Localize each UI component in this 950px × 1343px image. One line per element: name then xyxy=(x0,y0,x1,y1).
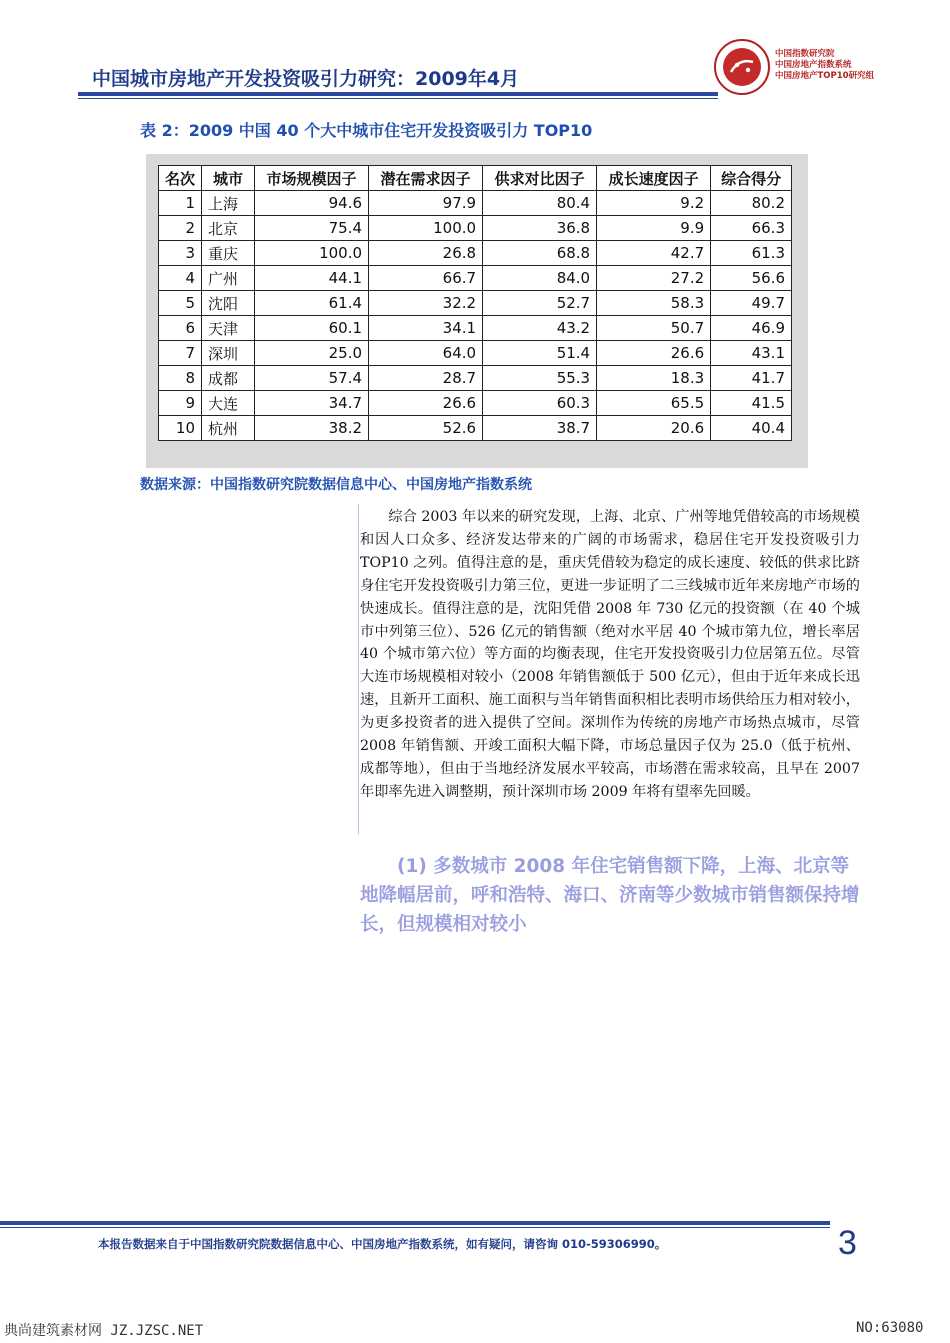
table-row xyxy=(159,416,792,441)
cell-rank: 8 xyxy=(159,366,202,391)
cell-total-score: 66.3 xyxy=(711,216,792,241)
cell-city: 大连 xyxy=(202,391,255,416)
cell-potential-demand: 52.6 xyxy=(369,416,483,441)
table-row xyxy=(159,341,792,366)
col-header-total-score: 综合得分 xyxy=(711,166,792,191)
footer-note: 本报告数据来自于中国指数研究院数据信息中心、中国房地产指数系统，如有疑问，请咨询 010-59306990。 xyxy=(98,1237,667,1251)
cell-rank: 3 xyxy=(159,241,202,266)
cell-city: 重庆 xyxy=(202,241,255,266)
cell-supply-demand: 80.4 xyxy=(483,191,597,216)
cell-market-size: 34.7 xyxy=(255,391,369,416)
cell-potential-demand: 32.2 xyxy=(369,291,483,316)
footer-rule-thin xyxy=(0,1227,830,1228)
cell-city: 天津 xyxy=(202,316,255,341)
cell-rank: 1 xyxy=(159,191,202,216)
cell-market-size: 57.4 xyxy=(255,366,369,391)
table-row xyxy=(159,316,792,341)
table-caption: 表 2：2009 中国 40 个大中城市住宅开发投资吸引力 TOP10 xyxy=(140,121,593,140)
table-row xyxy=(159,241,792,266)
col-header-supply-demand: 供求对比因子 xyxy=(483,166,597,191)
china-index-academy-logo-icon xyxy=(713,38,771,96)
cell-total-score: 80.2 xyxy=(711,191,792,216)
cell-market-size: 60.1 xyxy=(255,316,369,341)
cell-total-score: 41.5 xyxy=(711,391,792,416)
logo-line: 中国房地产TOP10研究组 xyxy=(775,71,875,81)
section-subheading: (1) 多数城市 2008 年住宅销售额下降，上海、北京等地降幅居前，呼和浩特、海口、济南等少数城市销售额保持增长，但规模相对较小 xyxy=(360,856,860,935)
cell-total-score: 61.3 xyxy=(711,241,792,266)
cell-potential-demand: 28.7 xyxy=(369,366,483,391)
cell-total-score: 56.6 xyxy=(711,266,792,291)
page-header-title: 中国城市房地产开发投资吸引力研究：2009年4月 xyxy=(92,68,520,90)
cell-potential-demand: 97.9 xyxy=(369,191,483,216)
col-header-potential-demand: 潜在需求因子 xyxy=(369,166,483,191)
table-row xyxy=(159,391,792,416)
cell-supply-demand: 55.3 xyxy=(483,366,597,391)
cell-supply-demand: 60.3 xyxy=(483,391,597,416)
cell-city: 广州 xyxy=(202,266,255,291)
cell-growth-speed: 9.9 xyxy=(597,216,711,241)
logo-line: 中国房地产指数系统 xyxy=(775,60,852,70)
cell-supply-demand: 38.7 xyxy=(483,416,597,441)
cell-market-size: 25.0 xyxy=(255,341,369,366)
cell-growth-speed: 26.6 xyxy=(597,341,711,366)
table-row xyxy=(159,216,792,241)
table-row xyxy=(159,366,792,391)
header-rule-thin xyxy=(78,98,718,99)
cell-market-size: 75.4 xyxy=(255,216,369,241)
cell-potential-demand: 100.0 xyxy=(369,216,483,241)
cell-growth-speed: 9.2 xyxy=(597,191,711,216)
logo-line: 中国指数研究院 xyxy=(775,49,835,59)
cell-growth-speed: 42.7 xyxy=(597,241,711,266)
cell-potential-demand: 26.6 xyxy=(369,391,483,416)
cell-potential-demand: 26.8 xyxy=(369,241,483,266)
watermark-left: 典尚建筑素材网 JZ.JZSC.NET xyxy=(4,1323,204,1339)
cell-rank: 4 xyxy=(159,266,202,291)
cell-rank: 10 xyxy=(159,416,202,441)
table-header-row xyxy=(159,166,792,191)
cell-rank: 2 xyxy=(159,216,202,241)
cell-growth-speed: 20.6 xyxy=(597,416,711,441)
cell-growth-speed: 27.2 xyxy=(597,266,711,291)
cell-city: 深圳 xyxy=(202,341,255,366)
cell-total-score: 40.4 xyxy=(711,416,792,441)
cell-market-size: 61.4 xyxy=(255,291,369,316)
cell-rank: 9 xyxy=(159,391,202,416)
cell-supply-demand: 43.2 xyxy=(483,316,597,341)
cell-city: 北京 xyxy=(202,216,255,241)
cell-supply-demand: 68.8 xyxy=(483,241,597,266)
col-header-growth-speed: 成长速度因子 xyxy=(597,166,711,191)
col-header-market-size: 市场规模因子 xyxy=(255,166,369,191)
table-row xyxy=(159,291,792,316)
cell-rank: 6 xyxy=(159,316,202,341)
cell-market-size: 44.1 xyxy=(255,266,369,291)
header-rule xyxy=(78,92,718,96)
logo-text-block xyxy=(775,49,874,82)
cell-city: 上海 xyxy=(202,191,255,216)
cell-total-score: 46.9 xyxy=(711,316,792,341)
cell-total-score: 43.1 xyxy=(711,341,792,366)
cell-potential-demand: 34.1 xyxy=(369,316,483,341)
page-number: 3 xyxy=(838,1224,857,1262)
cell-total-score: 41.7 xyxy=(711,366,792,391)
cell-city: 杭州 xyxy=(202,416,255,441)
cell-market-size: 38.2 xyxy=(255,416,369,441)
cell-market-size: 94.6 xyxy=(255,191,369,216)
cell-city: 成都 xyxy=(202,366,255,391)
col-header-city: 城市 xyxy=(202,166,255,191)
cell-growth-speed: 18.3 xyxy=(597,366,711,391)
watermark-right: NO:63080 xyxy=(856,1320,924,1336)
cell-supply-demand: 36.8 xyxy=(483,216,597,241)
cell-growth-speed: 50.7 xyxy=(597,316,711,341)
footer-rule xyxy=(0,1221,830,1225)
body-paragraph: 综合 2003 年以来的研究发现，上海、北京、广州等地凭借较高的市场规模和因人口众多、经济发达带来的广阔的市场需求，稳居住宅开发投资吸引力 TOP10 之列。值得注意的是，重庆凭借较为稳定的成长速度、较低的供求比跻身住宅开发投资吸引力第三位，更进一步证明了二三线城市近年来房地产市场的快速成长。值得注意的是，沈阳凭借 2008 年 730 亿元的投资额（在 40 个城市中列第三位）、526 亿元的销售额（绝对水平居 40 个城市第九位，增长率居 40 个城市第六位）等方面的均衡表现，住宅开发投资吸引力位居第五位。尽管大连市场规模相对较小（2008 年销售额低于 500 亿元），但由于近年来成长迅速，且新开工面积、施工面积与当年销售面积相比表明市场供给压力相对较小，为更多投资者的进入提供了空间。深圳作为传统的房地产市场热点城市，尽管 2008 年销售额、开竣工面积大幅下降，市场总量因子仅为 25.0（低于杭州、成都等地），但由于当地经济发展水平较高，市场潜在需求较高，且早在 2007 年即率先进入调整期，预计深圳市场 2009 年将有望率先回暖。 xyxy=(360,509,860,800)
cell-supply-demand: 84.0 xyxy=(483,266,597,291)
cell-supply-demand: 52.7 xyxy=(483,291,597,316)
ranking-table xyxy=(158,165,792,441)
table-row xyxy=(159,191,792,216)
cell-growth-speed: 58.3 xyxy=(597,291,711,316)
cell-rank: 5 xyxy=(159,291,202,316)
cell-total-score: 49.7 xyxy=(711,291,792,316)
cell-potential-demand: 64.0 xyxy=(369,341,483,366)
cell-supply-demand: 51.4 xyxy=(483,341,597,366)
table-row xyxy=(159,266,792,291)
table-source: 数据来源：中国指数研究院数据信息中心、中国房地产指数系统 xyxy=(140,477,532,493)
cell-rank: 7 xyxy=(159,341,202,366)
cell-potential-demand: 66.7 xyxy=(369,266,483,291)
cell-city: 沈阳 xyxy=(202,291,255,316)
cell-growth-speed: 65.5 xyxy=(597,391,711,416)
col-header-rank: 名次 xyxy=(159,166,202,191)
cell-market-size: 100.0 xyxy=(255,241,369,266)
